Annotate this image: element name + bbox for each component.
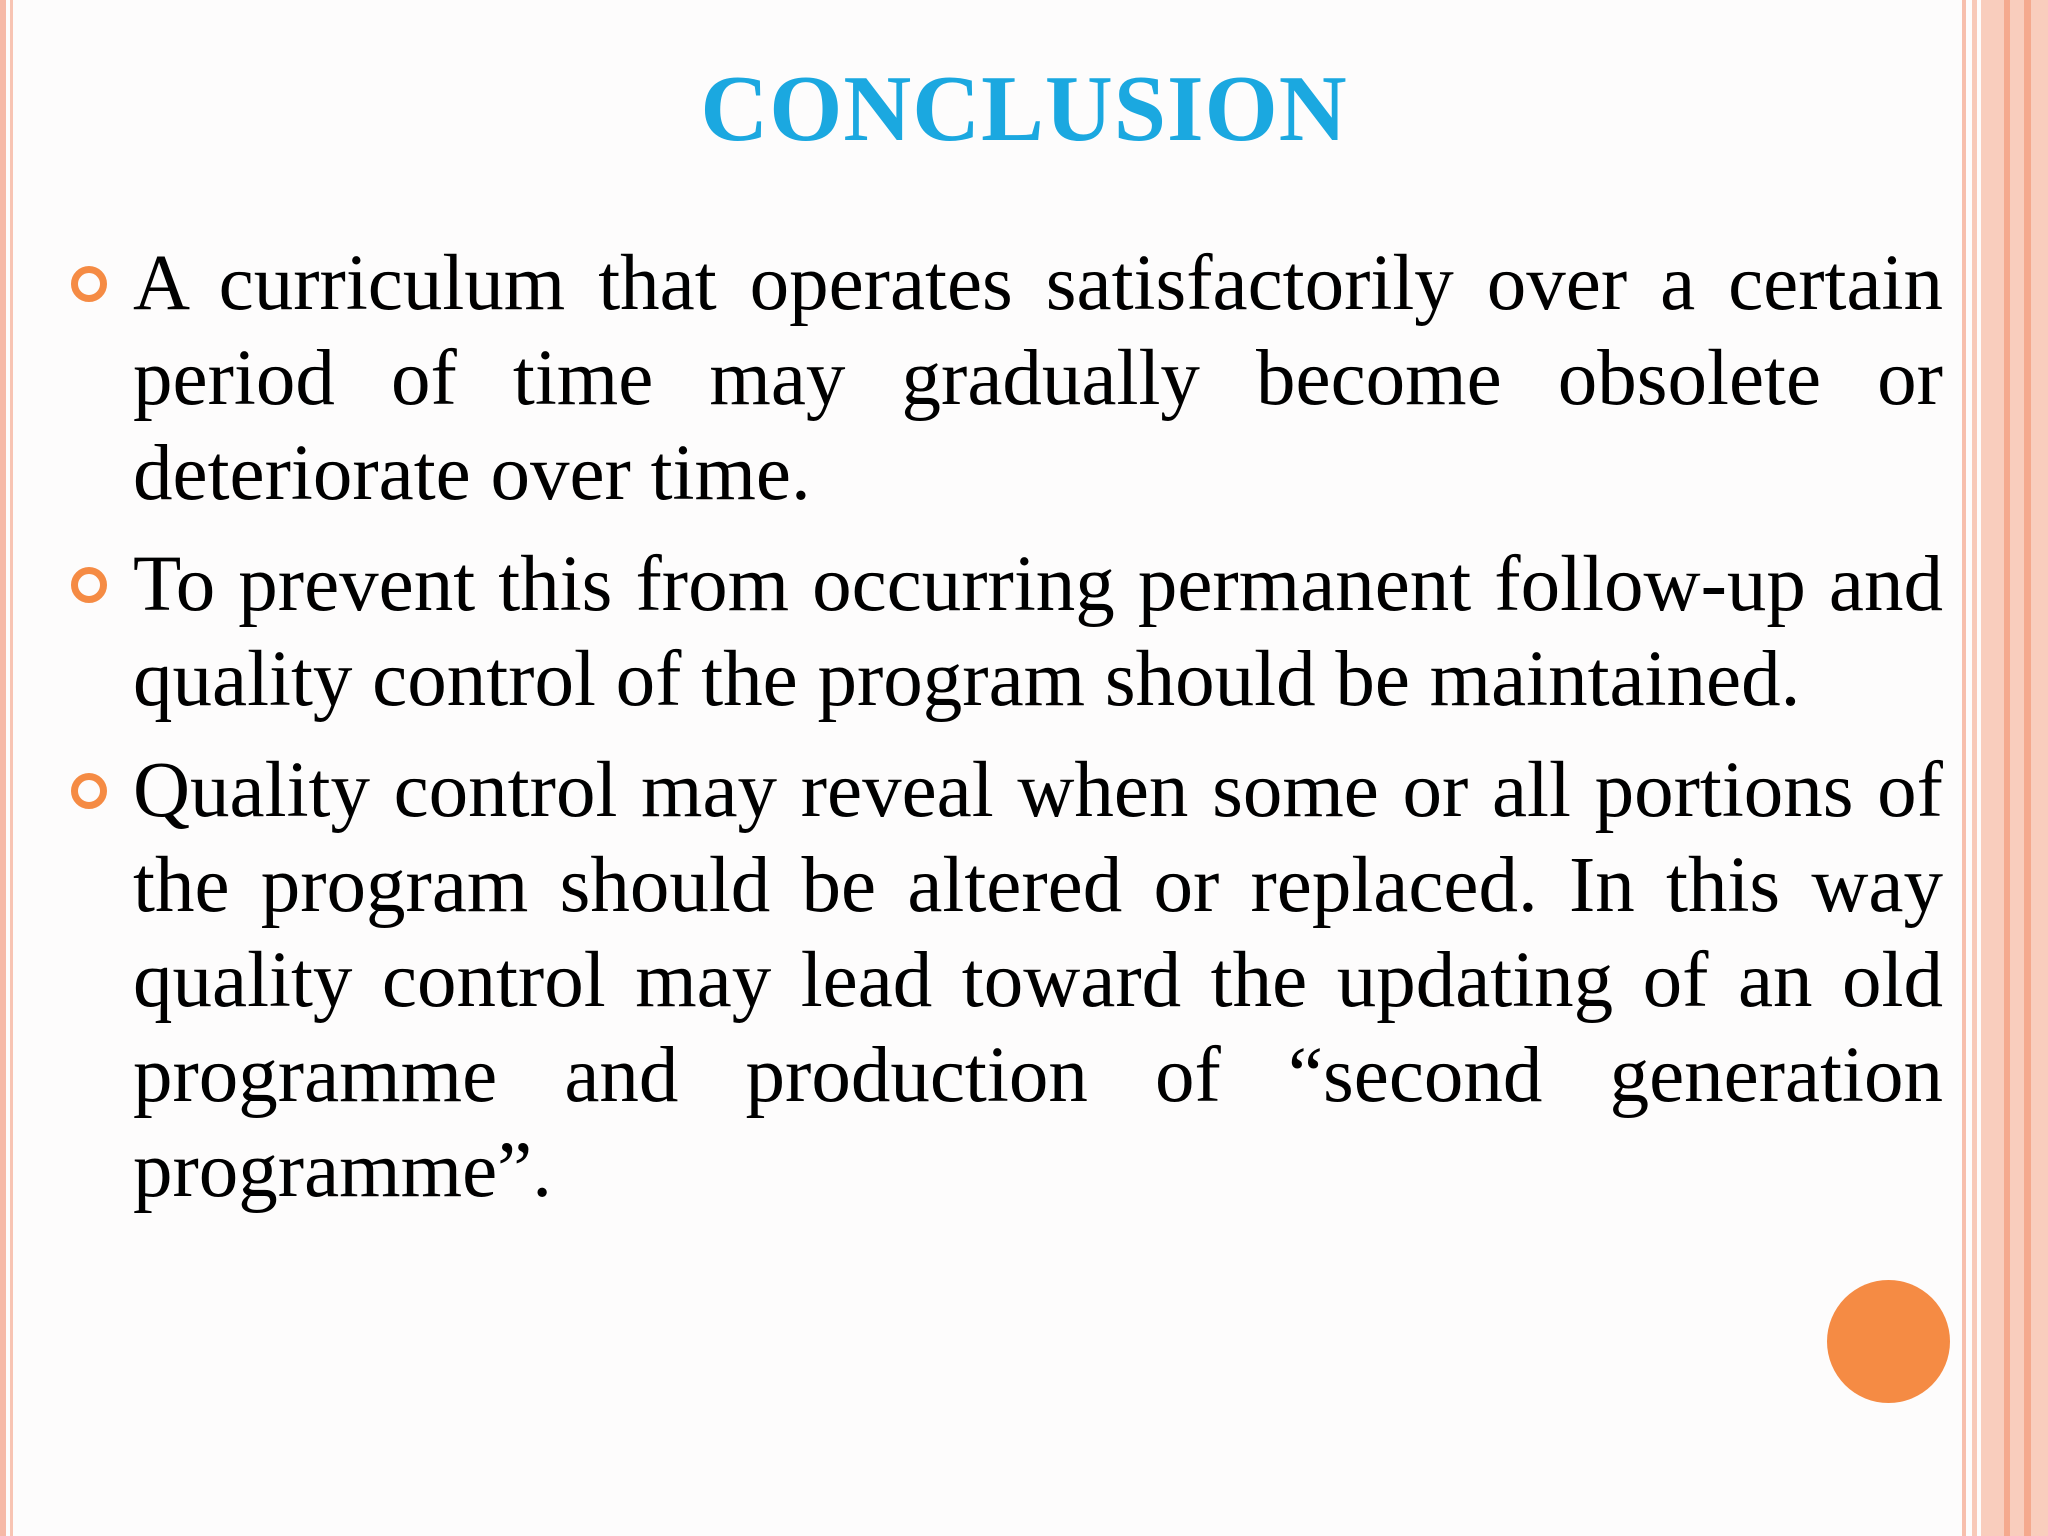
bullet-text: Quality control may reveal when some or all portions of the program should be altered or replaced. In this way quality control may lead toward the updating of an old programme and production of “second generation programme”. xyxy=(133,747,1943,1214)
ring-bullet-icon xyxy=(71,773,107,809)
right-border-stripe xyxy=(1962,0,1966,1536)
bullet-text: A curriculum that operates satisfactorily over a certain period of time may gradually become obsolete or deteriorate over time. xyxy=(133,240,1943,517)
slide-title: CONCLUSION xyxy=(700,57,1348,161)
bullet-item xyxy=(133,236,1943,521)
right-border-band xyxy=(1981,0,2048,1536)
right-border-stripe-dark xyxy=(2004,0,2010,1536)
ring-bullet-icon xyxy=(71,266,107,302)
bullet-item xyxy=(133,743,1943,1218)
bullet-item xyxy=(133,537,1943,727)
decorative-circle xyxy=(1827,1280,1950,1403)
bullet-text: To prevent this from occurring permanent follow-up and quality control of the program should be maintained. xyxy=(133,541,1943,723)
bullet-list xyxy=(0,236,1945,1234)
ring-bullet-icon xyxy=(71,567,107,603)
right-border-stripe xyxy=(1972,0,1977,1536)
right-border-stripe-dark xyxy=(2024,0,2031,1536)
